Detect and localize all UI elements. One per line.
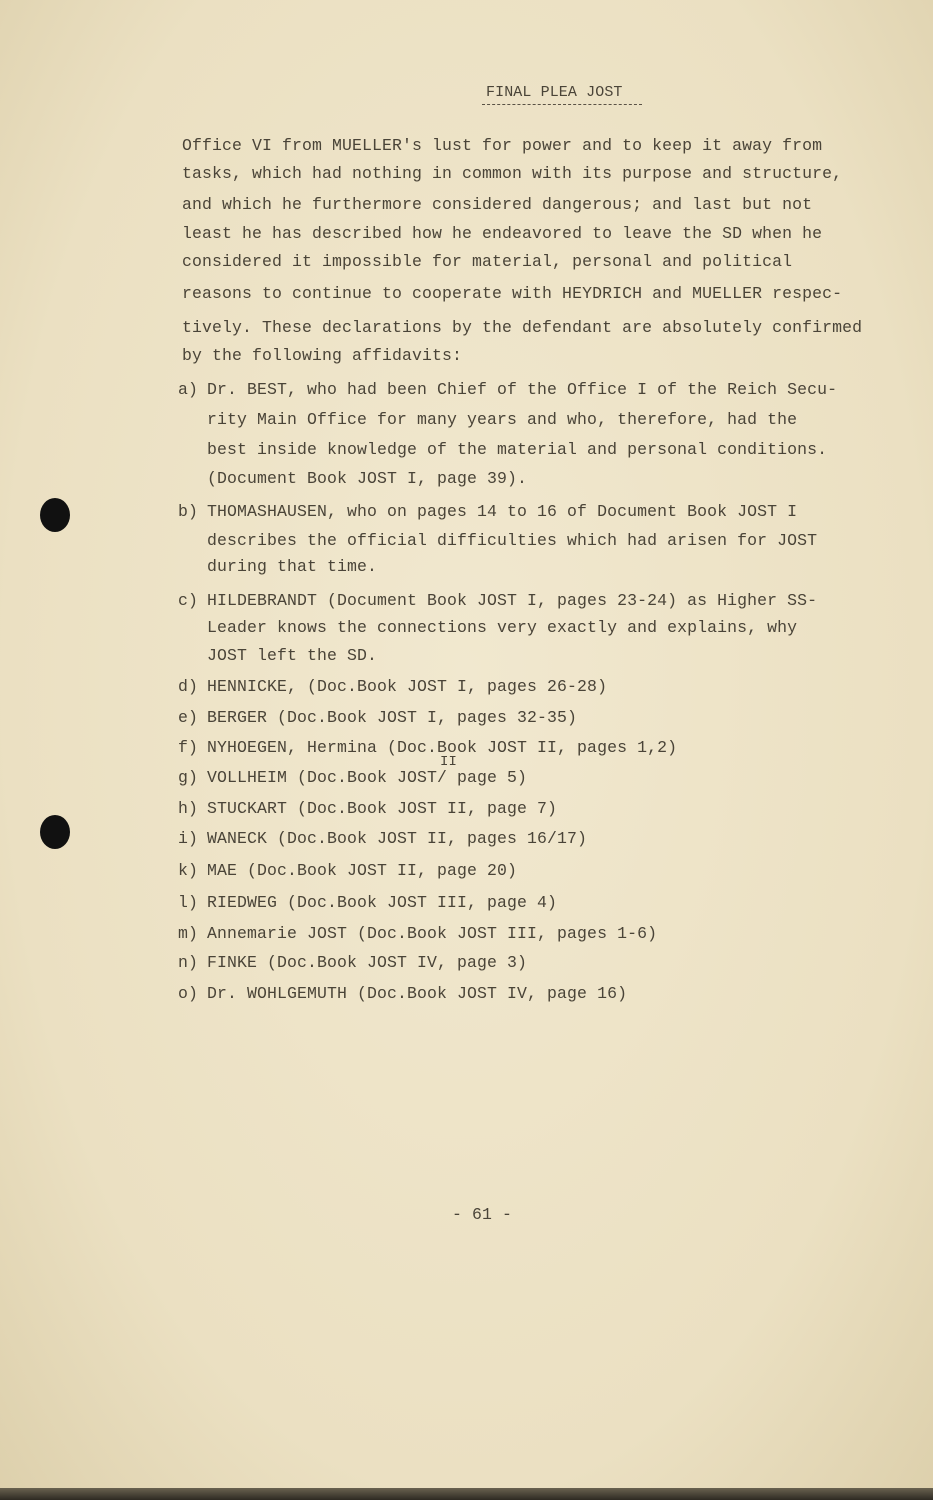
body-line: tively. These declarations by the defendant are absolutely confirmed (182, 318, 863, 337)
affidavit-line: WANECK (Doc.Book JOST II, pages 16/17) (207, 829, 588, 848)
paper-edge (0, 1488, 933, 1500)
affidavit-line: Leader knows the connections very exactly and explains, why (207, 618, 798, 637)
body-line: Office VI from MUELLER's lust for power and to keep it away from (182, 136, 823, 155)
handwritten-insertion: II (440, 754, 458, 770)
affidavit-label: l) (178, 893, 199, 912)
header-underline (482, 104, 642, 105)
body-line: by the following affidavits: (182, 346, 463, 365)
affidavit-line: Annemarie JOST (Doc.Book JOST III, pages 1-6) (207, 924, 658, 943)
affidavit-label: c) (178, 591, 199, 610)
affidavit-label: f) (178, 738, 199, 757)
affidavit-line: NYHOEGEN, Hermina (Doc.Book JOST II, pages 1,2) (207, 738, 678, 757)
affidavit-label: b) (178, 502, 199, 521)
page-header-title: FINAL PLEA JOST (486, 84, 623, 101)
affidavit-label: g) (178, 768, 199, 787)
affidavit-line: rity Main Office for many years and who, therefore, had the (207, 410, 798, 429)
affidavit-label: n) (178, 953, 199, 972)
affidavit-line: BERGER (Doc.Book JOST I, pages 32-35) (207, 708, 578, 727)
affidavit-line: (Document Book JOST I, page 39). (207, 469, 528, 488)
affidavit-label: h) (178, 799, 199, 818)
affidavit-line: THOMASHAUSEN, who on pages 14 to 16 of Document Book JOST I (207, 502, 798, 521)
body-line: least he has described how he endeavored to leave the SD when he (182, 224, 823, 243)
body-line: tasks, which had nothing in common with its purpose and structure, (182, 164, 843, 183)
affidavit-label: i) (178, 829, 199, 848)
punch-hole (40, 815, 70, 849)
affidavit-line: STUCKART (Doc.Book JOST II, page 7) (207, 799, 558, 818)
affidavit-line: during that time. (207, 557, 378, 576)
body-line: reasons to continue to cooperate with HEYDRICH and MUELLER respec- (182, 284, 843, 303)
affidavit-line: describes the official difficulties which had arisen for JOST (207, 531, 818, 550)
affidavit-line: best inside knowledge of the material and personal conditions. (207, 440, 828, 459)
page-number: - 61 - (452, 1205, 513, 1224)
affidavit-label: d) (178, 677, 199, 696)
body-line: and which he furthermore considered dangerous; and last but not (182, 195, 813, 214)
affidavit-line: FINKE (Doc.Book JOST IV, page 3) (207, 953, 528, 972)
affidavit-line: HILDEBRANDT (Document Book JOST I, pages 23-24) as Higher SS- (207, 591, 818, 610)
affidavit-line: Dr. WOHLGEMUTH (Doc.Book JOST IV, page 16) (207, 984, 628, 1003)
body-line: considered it impossible for material, personal and political (182, 252, 793, 271)
affidavit-label: o) (178, 984, 199, 1003)
affidavit-line: VOLLHEIM (Doc.Book JOST/ page 5) (207, 768, 528, 787)
affidavit-line: RIEDWEG (Doc.Book JOST III, page 4) (207, 893, 558, 912)
affidavit-label: e) (178, 708, 199, 727)
affidavit-line: HENNICKE, (Doc.Book JOST I, pages 26-28) (207, 677, 608, 696)
affidavit-line: MAE (Doc.Book JOST II, page 20) (207, 861, 518, 880)
affidavit-label: m) (178, 924, 199, 943)
affidavit-line: JOST left the SD. (207, 646, 378, 665)
affidavit-label: a) (178, 380, 199, 399)
affidavit-line: Dr. BEST, who had been Chief of the Office I of the Reich Secu- (207, 380, 838, 399)
affidavit-label: k) (178, 861, 199, 880)
punch-hole (40, 498, 70, 532)
